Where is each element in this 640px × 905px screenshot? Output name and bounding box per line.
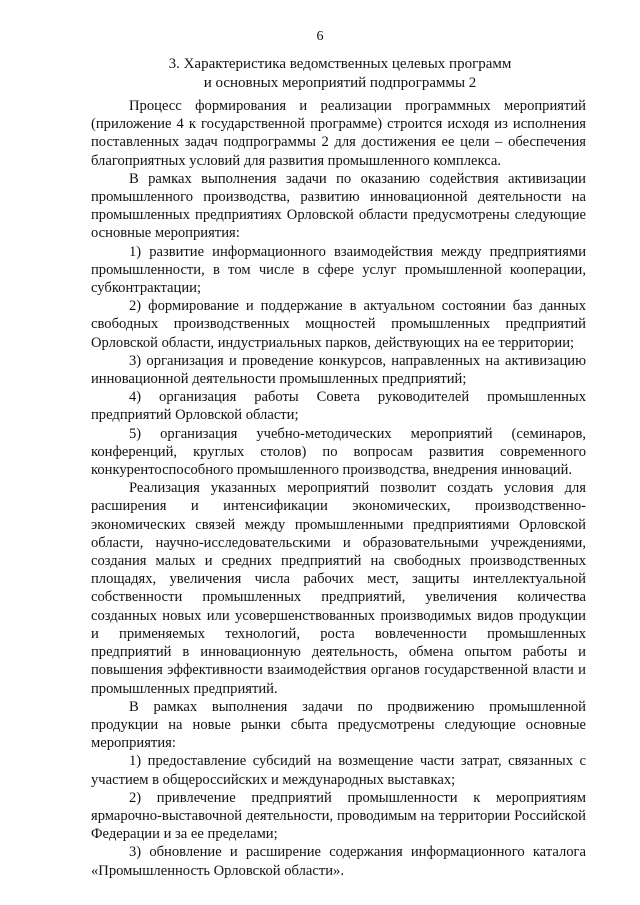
- paragraph-task-1-intro: В рамках выполнения задачи по оказанию содействия активизации промышленного производства, развитию инновационной деятельности на промышленных предприятиях Орловской области предусмотрены следующие основные мероприятия:: [91, 170, 586, 242]
- document-body: [91, 97, 586, 880]
- section-heading-line-1: 3. Характеристика ведомственных целевых программ: [168, 56, 512, 72]
- paragraph-task-2-intro: В рамках выполнения задачи по продвижению промышленной продукции на новые рынки сбыта предусмотрены следующие основные мероприятия:: [91, 698, 586, 752]
- paragraph-intro: Процесс формирования и реализации программных мероприятий (приложение 4 к государственной программе) строится исходя из исполнения поставленных задач подпрограммы 2 для достижения ее цели – обеспечения благоприятных условий для развития промышленного комплекса.: [91, 98, 586, 169]
- list-item-task-2-3: 3) обновление и расширение содержания информационного каталога «Промышленность Орловской области».: [91, 844, 586, 879]
- list-item-task-1-4: 4) организация работы Совета руководителей промышленных предприятий Орловской области;: [91, 389, 586, 424]
- list-item-task-1-1: 1) развитие информационного взаимодействия между предприятиями промышленности, в том числе в сфере услуг промышленной кооперации, субконтрактации;: [91, 243, 586, 297]
- page-number: 6: [316, 29, 324, 44]
- list-item-task-1-2: 2) формирование и поддержание в актуальном состоянии баз данных свободных производственных мощностей промышленных предприятий Орловской области, индустриальных парков, действующих на ее территории;: [91, 298, 586, 351]
- list-item-task-2-2: 2) привлечение предприятий промышленности к мероприятиям ярмарочно-выставочной деятельности, проводимым на территории Российской Федерации и за ее пределами;: [91, 789, 586, 843]
- paragraph-outcomes: Реализация указанных мероприятий позволит создать условия для расширения и интенсификации экономических, производственно-экономических связей между промышленными предприятиями Орловской области, научно-исследовательскими и образовательными учреждениями, создания малых и средних предприятий на свободных производственных площадях, увеличения числа рабочих мест, защиты интеллектуальной собственности промышленных предприятий, увеличения количества созданных новых или усовершенствованных производимых видов продукции и применяемых технологий, роста вовлеченности промышленных предприятий в инновационную деятельность, обмена опытом работы и повышения эффективности взаимодействия органов государственной власти и промышленных предприятий.: [91, 480, 586, 697]
- list-item-task-1-5: 5) организация учебно-методических мероприятий (семинаров, конференций, круглых столов) по вопросам развития современного конкурентоспособного промышленного производства, внедрения инноваций.: [91, 425, 586, 479]
- section-heading: [150, 55, 530, 93]
- list-item-task-1-3: 3) организация и проведение конкурсов, направленных на активизацию инновационной деятельности промышленных предприятий;: [91, 352, 586, 388]
- section-heading-line-2: и основных мероприятий подпрограммы 2: [203, 75, 477, 91]
- list-item-task-2-1: 1) предоставление субсидий на возмещение части затрат, связанных с участием в общероссийских и международных выставках;: [91, 753, 586, 788]
